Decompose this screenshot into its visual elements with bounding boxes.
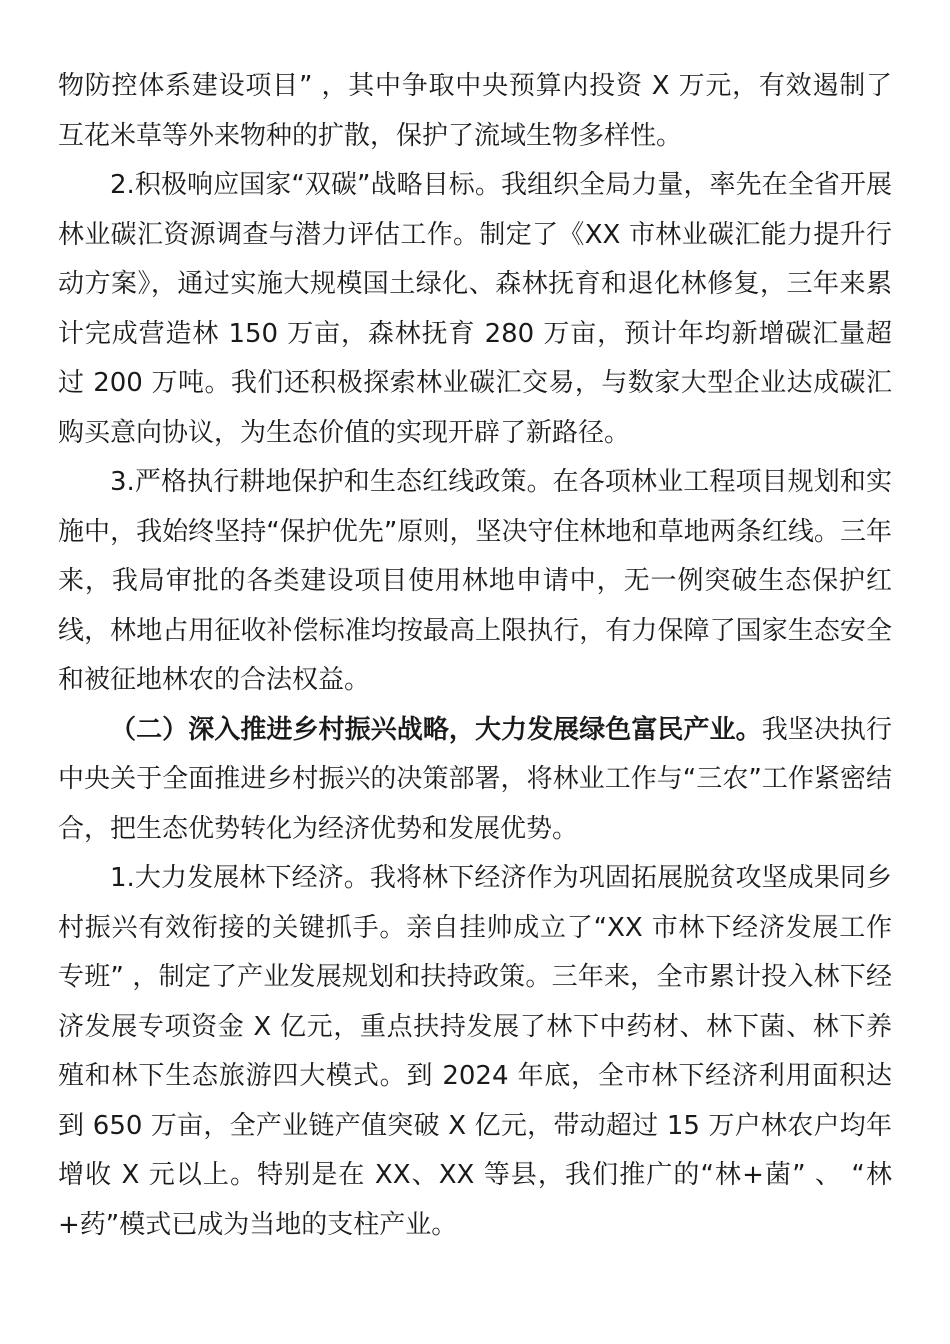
section-heading: （二）深入推进乡村振兴战略，大力发展绿色富民产业。 [110,714,762,745]
paragraph-dual-carbon: 2.积极响应国家“双碳”战略目标。我组织全局力量，率先在全省开展林业碳汇资源调查与潜力评估工作。制定了《XX 市林业碳汇能力提升行动方案》，通过实施大规模国土绿化、森林抚育和退化林修复，三年来累计完成营造林 150 万亩，森林抚育 280 万亩，预计年均新增碳汇量超过 200 万吨。我们还积极探索林业碳汇交易，与数家大型企业达成碳汇购买意向协议，为生态价值的实现开辟了新路径。 [58,170,892,448]
section-body: 我坚决执行中央关于全面推进乡村振兴的决策部署，将林业工作与“三农”工作紧密结合，把生态优势转化为经济优势和发展优势。 [58,714,892,844]
paragraph-section-two [58,706,892,855]
paragraph-red-line: 3.严格执行耕地保护和生态红线政策。在各项林业工程项目规划和实施中，我始终坚持“保护优先”原则，坚决守住林地和草地两条红线。三年来，我局审批的各类建设项目使用林地申请中，无一例突破生态保护红线，林地占用征收补偿标准均按最高上限执行，有力保障了国家生态安全和被征地林农的合法权益。 [58,467,892,695]
paragraph-continued: 物防控体系建设项目” ，其中争取中央预算内投资 X 万元，有效遏制了互花米草等外来物种的扩散，保护了流域生物多样性。 [58,71,892,151]
paragraph-forest-economy: 1.大力发展林下经济。我将林下经济作为巩固拓展脱贫攻坚成果同乡村振兴有效衔接的关键抓手。亲自挂帅成立了“XX 市林下经济发展工作专班” ，制定了产业发展规划和扶持政策。三年来，全市累计投入林下经济发展专项资金 X 亿元，重点扶持发展了林下中药材、林下菌、林下养殖和林下生态旅游四大模式。到 2024 年底，全市林下经济利用面积达到 650 万亩，全产业链产值突破 X 亿元，带动超过 15 万户林农户均年增收 X 元以上。特别是在 XX、XX 等县，我们推广的“林+菌” 、 “林+药”模式已成为当地的支柱产业。 [58,863,892,1240]
document-page [58,62,892,1250]
